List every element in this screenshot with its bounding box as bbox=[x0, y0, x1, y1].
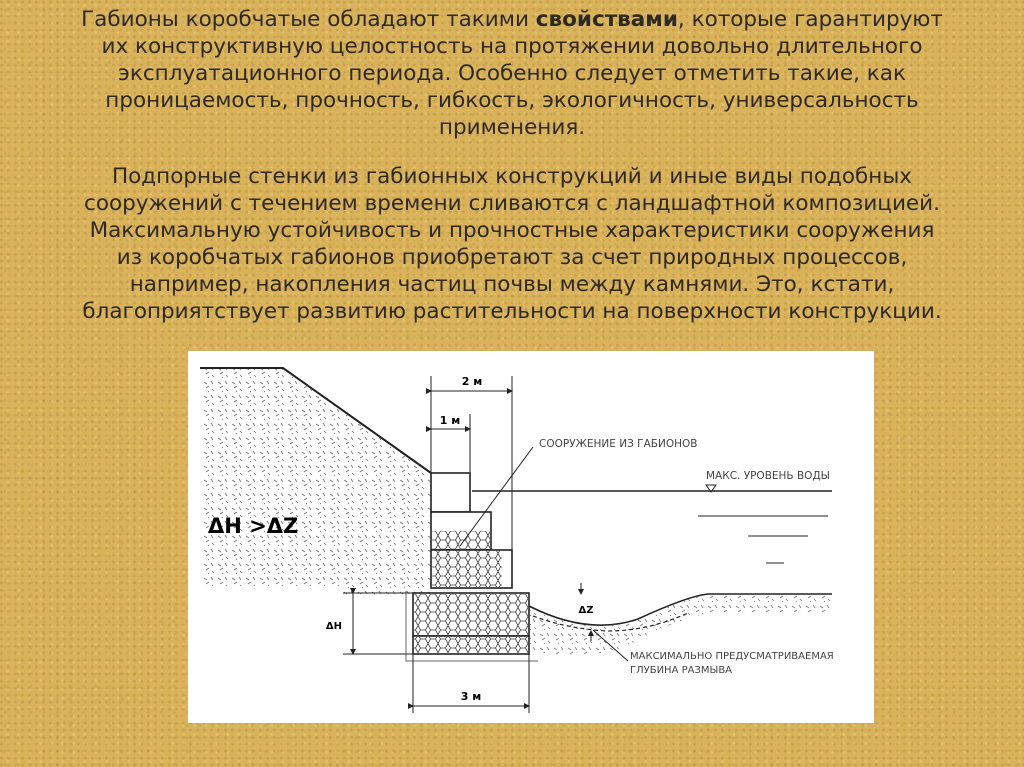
text-line: Подпорные стенки из габионных конструкций и иные виды подобных bbox=[111, 164, 913, 189]
slope-soil bbox=[200, 368, 431, 651]
text-line: например, накопления частиц почвы между камнями. Это, кстати, bbox=[129, 272, 895, 297]
dim-3m-label: 3 м bbox=[460, 690, 482, 703]
text-line: благоприятствует развитию растительности на поверхности конструкции. bbox=[82, 299, 942, 324]
river-bed-soil bbox=[529, 594, 832, 655]
delta-h-label: ΔH bbox=[325, 621, 342, 632]
dim-2m-label: 2 м bbox=[461, 375, 483, 388]
dim-1m-label: 1 м bbox=[439, 414, 461, 427]
scour-label-line1: МАКСИМАЛЬНО ПРЕДУСМАТРИВАЕМАЯ bbox=[630, 651, 834, 662]
text-line: применения. bbox=[438, 115, 586, 140]
water-level-label: МАКС. УРОВЕНЬ ВОДЫ bbox=[706, 470, 830, 482]
dimension-bottom bbox=[413, 651, 529, 713]
text-line: Габионы коробчатые обладают такими свойствами, которые гарантируют bbox=[81, 7, 943, 32]
structure-leader bbox=[460, 447, 533, 546]
formula-label: ΔH >ΔZ bbox=[208, 514, 299, 538]
text-line: Максимальную устойчивость и прочностные характеристики сооружения bbox=[89, 218, 935, 243]
delta-h-dimension bbox=[343, 593, 413, 654]
scour-label-line2: ГЛУБИНА РАЗМЫВА bbox=[630, 665, 733, 676]
text-line: эксплуатационного периода. Особенно следует отметить такие, как bbox=[118, 61, 906, 86]
structure-label: СООРУЖЕНИЕ ИЗ ГАБИОНОВ bbox=[539, 438, 698, 450]
text-line: сооружений с течением времени сливаются с ландшафтной композицией. bbox=[84, 191, 940, 216]
bold-term: свойствами bbox=[535, 7, 678, 32]
paragraph-properties bbox=[0, 6, 1024, 141]
paragraph-retaining-walls bbox=[0, 163, 1024, 325]
delta-z-label: ΔZ bbox=[578, 605, 594, 616]
text-line: их конструктивную целостность на протяжении довольно длительного bbox=[101, 34, 923, 59]
gabion-diagram bbox=[188, 351, 874, 723]
text-line: из коробчатых габионов приобретают за счет природных процессов, bbox=[116, 245, 908, 270]
text-line: проницаемость, прочность, гибкость, экологичность, универсальность bbox=[105, 88, 919, 113]
